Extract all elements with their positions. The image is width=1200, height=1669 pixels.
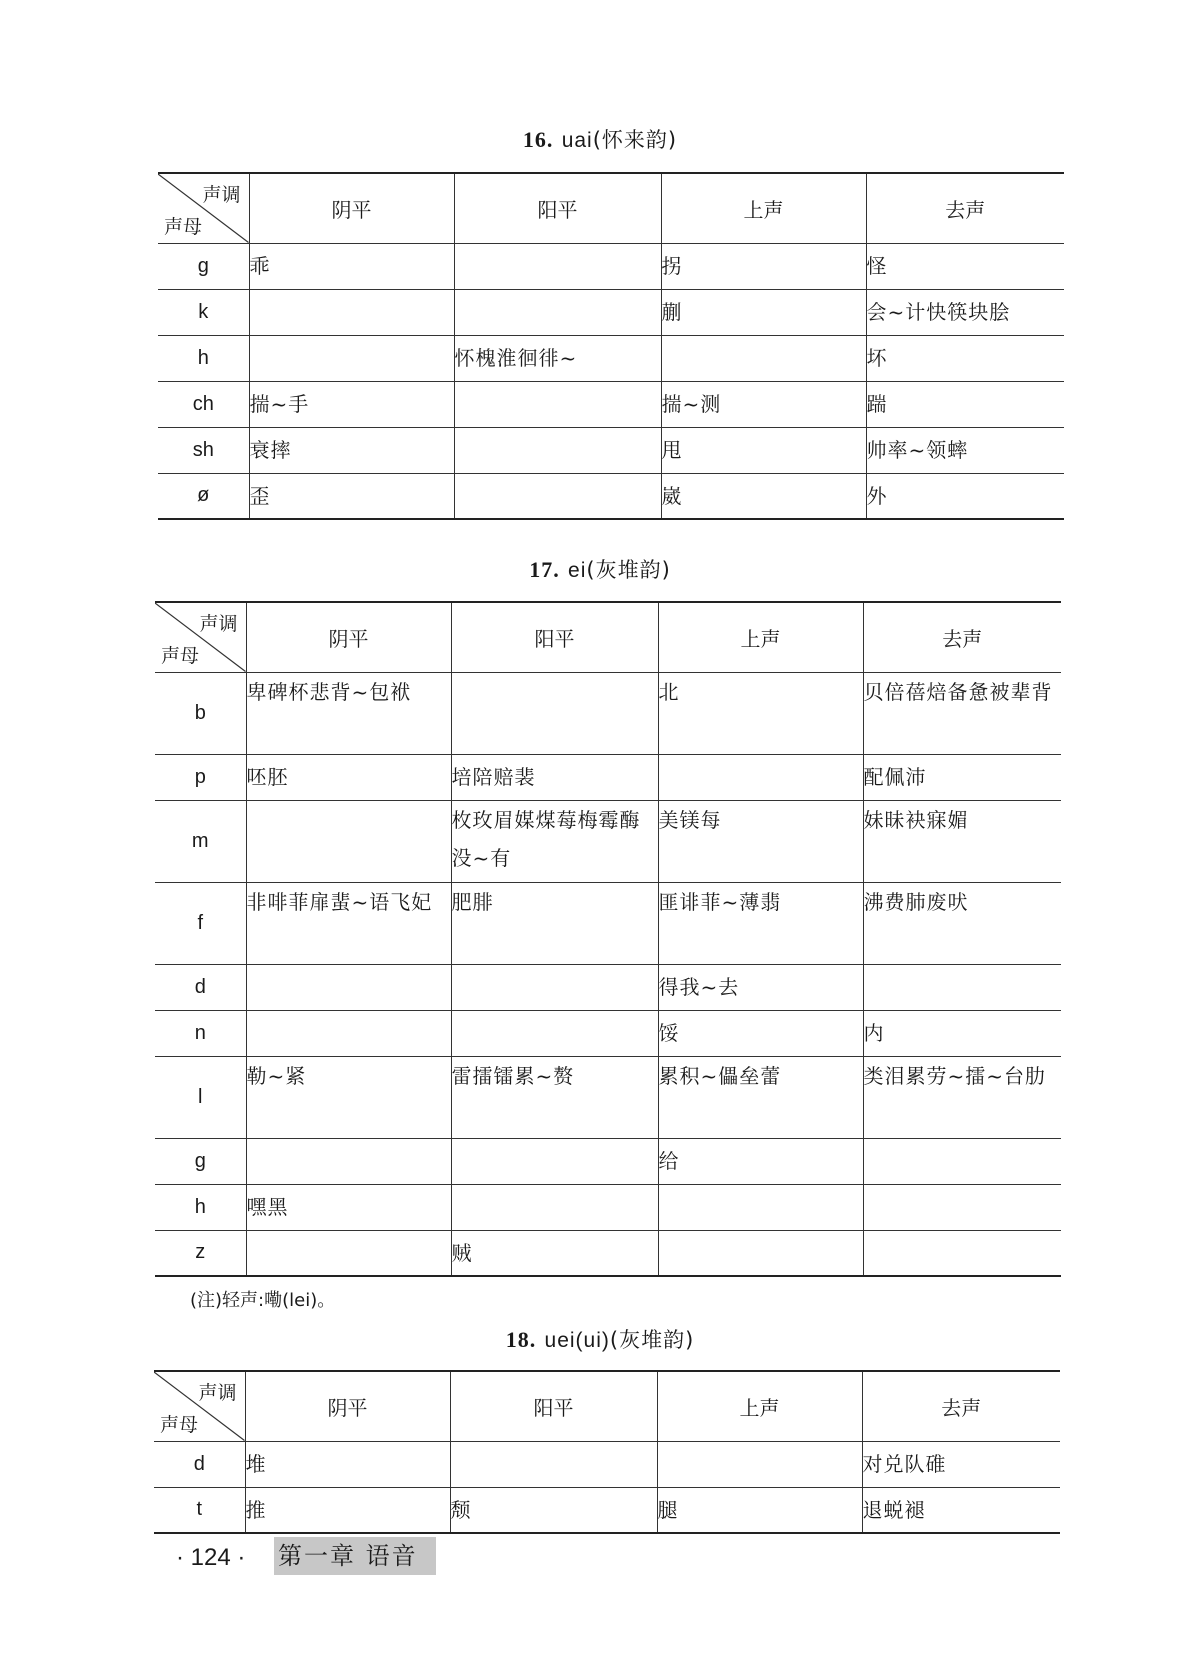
yinping-cell [249,289,454,335]
qusheng-cell: 妹昧袂寐媚 [863,800,1061,882]
uei-table [154,1370,1060,1534]
shangsheng-cell: 给 [658,1138,863,1184]
initial-label: 声母 [161,644,200,667]
shangsheng-cell [658,1230,863,1276]
shangsheng-cell: 拐 [661,243,866,289]
qusheng-cell [863,1184,1061,1230]
initial-cell: p [155,754,246,800]
shangsheng-cell [658,1184,863,1230]
yangping-cell [454,243,661,289]
section-number: 18. [505,1327,537,1352]
yinping-cell [246,964,451,1010]
column-header-qusheng: 去声 [863,602,1061,672]
yinping-cell [249,335,454,381]
qusheng-cell: 贝倍蓓焙备惫被辈背 [863,672,1061,754]
yinping-cell: 衰摔 [249,427,454,473]
qusheng-cell: 配佩沛 [863,754,1061,800]
shangsheng-cell [657,1441,862,1487]
yinping-cell: 非啡菲扉蜚~语飞妃 [246,882,451,964]
column-header-yinping: 阴平 [249,173,454,243]
chapter-label: 第一章 语音 [274,1537,436,1575]
table-row [158,243,1064,289]
qusheng-cell [863,964,1061,1010]
initial-cell: t [154,1487,245,1533]
section-final: uei(ui) [544,1329,610,1352]
initial-label: 声母 [160,1413,199,1436]
column-header-yangping: 阳平 [450,1371,657,1441]
qusheng-cell: 怪 [866,243,1064,289]
section-number: 17. [529,557,560,582]
table-row [155,672,1061,754]
initial-cell: z [155,1230,246,1276]
column-header-shangsheng: 上声 [661,173,866,243]
diagonal-header-cell [154,1371,245,1441]
yangping-cell [451,1010,658,1056]
yinping-cell [246,1138,451,1184]
shangsheng-cell: 腿 [657,1487,862,1533]
shangsheng-cell: 匪诽菲~薄翡 [658,882,863,964]
yinping-cell [246,800,451,882]
table-row [155,754,1061,800]
column-header-yinping: 阴平 [246,602,451,672]
initial-label: 声母 [164,215,203,238]
initial-cell: sh [158,427,249,473]
table-row [158,335,1064,381]
table-row [154,1487,1060,1533]
qusheng-cell: 外 [866,483,888,508]
initial-cell: h [158,335,249,381]
shangsheng-cell: 累积~儡垒蕾 [658,1056,863,1138]
yangping-cell [454,427,661,473]
shangsheng-cell: 崴 [661,473,866,519]
shangsheng-cell: 揣~测 [661,381,866,427]
column-header-shangsheng: 上声 [657,1371,862,1441]
ei-table [155,601,1061,1277]
qusheng-cell: 会~计快筷块脍 [866,289,1064,335]
yangping-cell [454,289,661,335]
initial-cell: g [155,1138,246,1184]
section-final: uai [561,129,593,152]
initial-cell: l [155,1056,246,1138]
initial-cell: g [158,243,249,289]
section-17-title [0,554,1200,584]
table-row [155,1056,1061,1138]
qusheng-cell: 沸费肺废吠 [863,882,1061,964]
section-name: (怀来韵) [592,128,678,152]
yinping-cell: 呸胚 [246,754,451,800]
table-row [158,427,1064,473]
column-header-yangping: 阳平 [451,602,658,672]
tone-label: 声调 [198,1382,237,1404]
qusheng-cell: 类泪累劳~擂~台肋 [863,1056,1061,1138]
yinping-cell: 嘿黑 [246,1184,451,1230]
initial-cell: f [155,882,246,964]
qusheng-cell: 坏 [866,335,1064,381]
yinping-cell: 堆 [245,1441,450,1487]
table-row [158,289,1064,335]
page-number: · 124 · [176,1544,246,1571]
yinping-cell: 卑碑杯悲背~包袱 [246,672,451,754]
shangsheng-cell: 蒯 [661,289,866,335]
yinping-cell: 勒~紧 [246,1056,451,1138]
yangping-cell: 颓 [450,1487,657,1533]
initial-cell: k [158,289,249,335]
yangping-cell: 培陪赔裴 [451,754,658,800]
column-header-yangping: 阳平 [454,173,661,243]
shangsheng-cell [658,754,863,800]
section-final: ei [568,559,587,582]
footnote: (注)轻声:嘞(lei)。 [190,1290,336,1311]
column-header-yinping: 阴平 [245,1371,450,1441]
yangping-cell [451,1138,658,1184]
shangsheng-cell [661,335,866,381]
yangping-cell [451,964,658,1010]
qusheng-cell: 踹 [866,381,1064,427]
shangsheng-cell: 甩 [661,427,866,473]
qusheng-cell [863,1230,1061,1276]
qusheng-cell [863,1138,1061,1184]
yangping-cell: 贼 [451,1230,658,1276]
initial-cell: m [155,800,246,882]
diagonal-header-cell [158,173,249,243]
qusheng-cell: 退蜕褪 [862,1497,926,1522]
shangsheng-cell: 北 [658,672,863,754]
yinping-cell: 乖 [249,243,454,289]
initial-cell: d [154,1441,245,1487]
yinping-cell [246,1230,451,1276]
yangping-cell [450,1441,657,1487]
table-row [155,800,1061,882]
table-row [158,381,1064,427]
table-row [155,882,1061,964]
column-header-shangsheng: 上声 [658,602,863,672]
yinping-cell: 歪 [249,473,454,519]
yangping-cell: 怀槐淮徊徘~ [454,335,661,381]
initial-cell: ø [158,473,249,519]
table-row [154,1441,1060,1487]
yinping-cell: 推 [245,1487,450,1533]
section-number: 16. [522,127,554,152]
table-row [155,1230,1061,1276]
section-name: (灰堆韵) [609,1328,695,1352]
yangping-cell [454,381,661,427]
table-row [155,1184,1061,1230]
qusheng-cell: 对兑队碓 [862,1441,1060,1487]
yangping-cell: 肥腓 [451,882,658,964]
initial-cell: b [155,672,246,754]
section-16-title [0,124,1200,154]
section-name: (灰堆韵) [586,558,671,582]
yangping-cell: 枚玫眉媒煤莓梅霉酶没~有 [451,800,658,882]
yangping-cell [454,473,661,519]
initial-cell: d [155,964,246,1010]
qusheng-cell: 内 [863,1010,1061,1056]
initial-cell: h [155,1184,246,1230]
uai-table [158,172,1064,520]
initial-cell: n [155,1010,246,1056]
qusheng-cell: 帅率~领蟀 [866,427,1064,473]
table-row [158,473,1064,519]
table-row [155,1138,1061,1184]
yinping-cell [246,1010,451,1056]
shangsheng-cell: 美镁每 [658,800,863,882]
shangsheng-cell: 得我~去 [658,964,863,1010]
diagonal-header-cell [155,602,246,672]
yangping-cell [451,1184,658,1230]
yangping-cell: 雷擂镭累~赘 [451,1056,658,1138]
column-header-qusheng: 去声 [866,173,1064,243]
yinping-cell: 揣~手 [249,381,454,427]
initial-cell: ch [158,381,249,427]
tone-label: 声调 [199,613,238,635]
section-18-title [0,1324,1200,1354]
table-row [155,1010,1061,1056]
shangsheng-cell: 馁 [658,1010,863,1056]
table-row [155,964,1061,1010]
tone-label: 声调 [202,184,241,206]
column-header-qusheng: 去声 [862,1371,1060,1441]
yangping-cell [451,672,658,754]
